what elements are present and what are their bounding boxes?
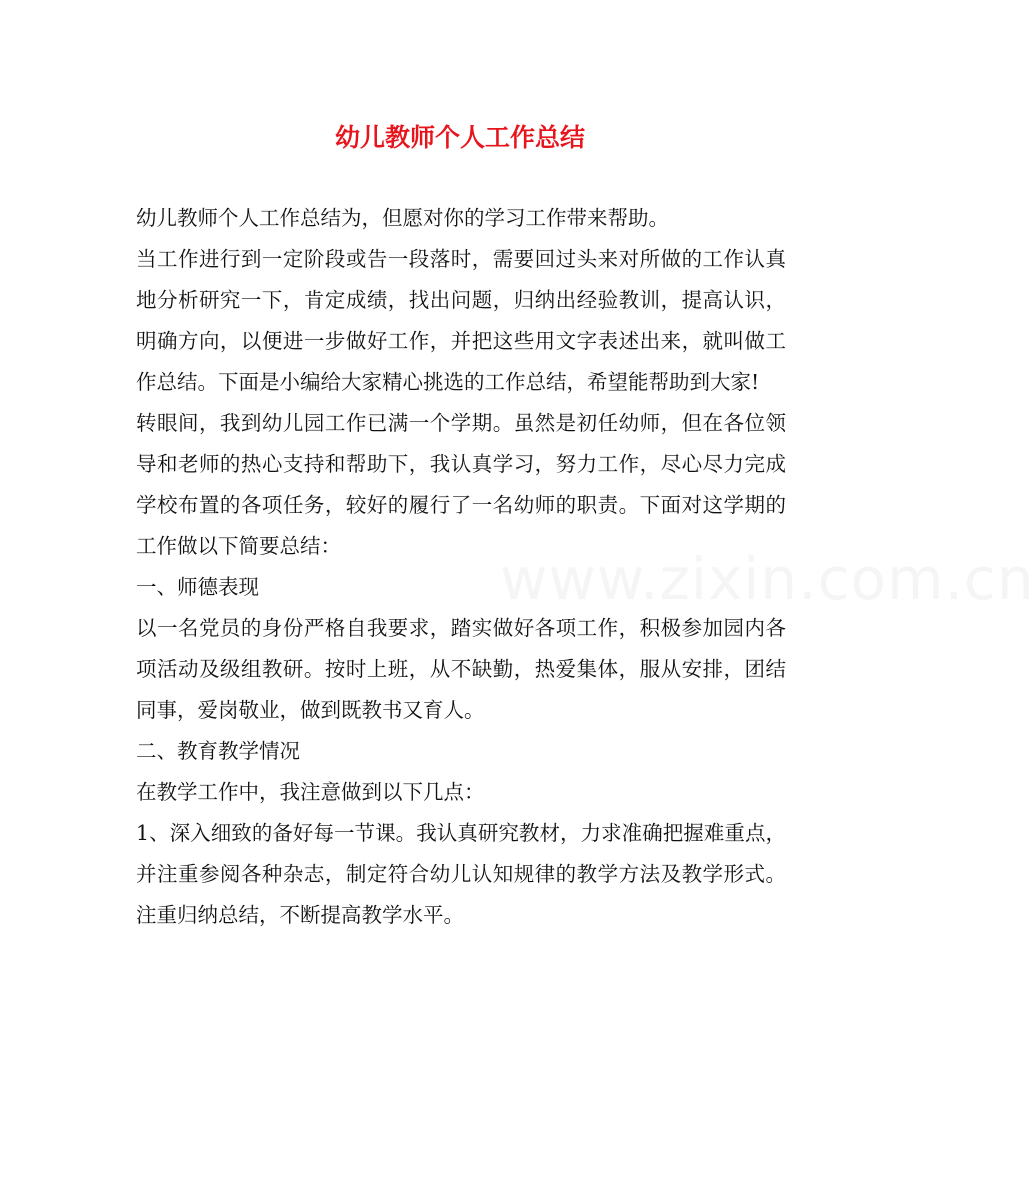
paragraph-intro: 幼儿教师个人工作总结为，但愿对你的学习工作带来帮助。 <box>136 206 669 230</box>
paragraph-overview: 转眼间，我到幼儿园工作已满一个学期。虽然是初任幼师，但在各位领导和老师的热心支持和帮助下，我认真学习，努力工作，尽心尽力完成学校布置的各项任务，较好的履行了一名幼师的职责。下面对这学期的工作做以下简要总结： <box>136 411 786 558</box>
paragraph-teaching-point-1: 1、深入细致的备好每一节课。我认真研究教材，力求准确把握难重点，并注重参阅各种杂志，制定符合幼儿认知规律的教学方法及教学形式。注重归纳总结，不断提高教学水平。 <box>136 821 786 927</box>
watermark: www.zixin.com.cn <box>500 545 1035 613</box>
document-title: 幼儿教师个人工作总结 <box>334 123 585 152</box>
document-body <box>136 198 1035 936</box>
paragraph-context: 当工作进行到一定阶段或告一段落时，需要回过头来对所做的工作认真地分析研究一下，肯定成绩，找出问题，归纳出经验教训，提高认识，明确方向，以便进一步做好工作，并把这些用文字表述出来，就叫做工作总结。下面是小编给大家精心挑选的工作总结，希望能帮助到大家! <box>136 247 786 394</box>
paragraph-ethics: 以一名党员的身份严格自我要求，踏实做好各项工作，积极参加园内各项活动及级组教研。按时上班，从不缺勤，热爱集体，服从安排，团结同事，爱岗敬业，做到既教书又育人。 <box>136 616 786 722</box>
paragraph-teaching-intro: 在教学工作中，我注意做到以下几点： <box>136 780 485 804</box>
section-heading-teaching: 二、教育教学情况 <box>136 739 300 763</box>
section-heading-ethics: 一、师德表现 <box>136 575 259 599</box>
